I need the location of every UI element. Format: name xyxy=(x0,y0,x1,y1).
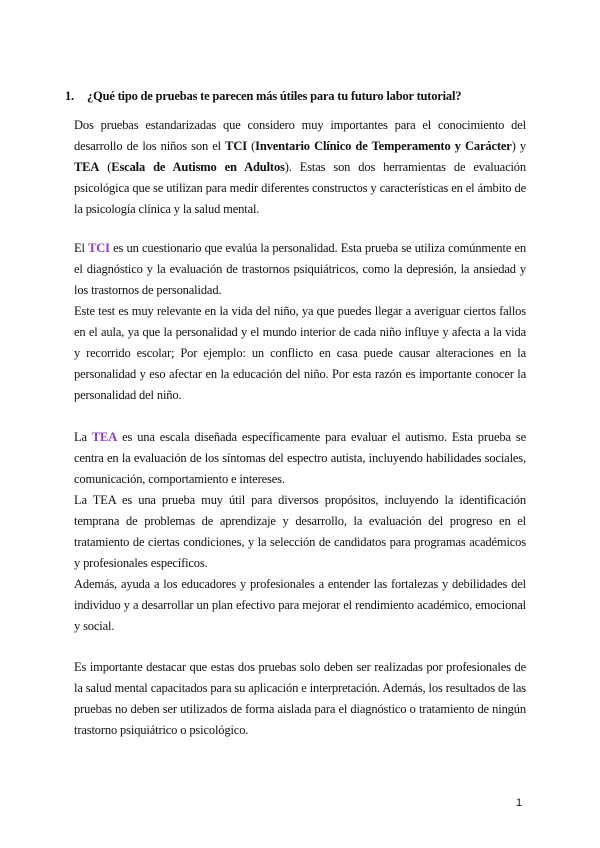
intro-text-4: ( xyxy=(99,160,112,174)
tea-highlight: TEA xyxy=(91,430,118,444)
question-heading xyxy=(65,89,535,104)
tci-highlight: TCI xyxy=(88,241,110,255)
question-number: 1. xyxy=(65,89,74,103)
intro-text-1: Dos pruebas estandarizadas que considero muy importantes para el conocimiento del desarrollo de los niños son el xyxy=(74,118,526,153)
page-number: 1 xyxy=(516,797,523,809)
tci-relevance-paragraph: Este test es muy relevante en la vida del niño, ya que puedes llegar a averiguar ciertos fallos en el aula, ya que la personalidad y el mundo interior de cada niño influye y afecta a la vida y recorrido escolar; Por ejemplo: un conflicto en casa puede causar alteraciones en la personalidad y eso afectar en la educación del niño. Por esta razón es importante conocer la personalidad del niño. xyxy=(74,304,526,402)
tea-pre: La xyxy=(74,430,92,444)
intro-paragraph xyxy=(74,115,526,220)
tci-paragraph xyxy=(74,238,526,301)
question-text: ¿Qué tipo de pruebas te parecen más útiles para tu futuro labor tutorial? xyxy=(87,89,462,103)
tea-term: TEA xyxy=(74,160,100,174)
tea-text: es una escala diseñada específicamente para evaluar el autismo. Esta prueba se centra en la evaluación de los síntomas del espectro autista, incluyendo habilidades sociales, comunicación, comportamiento e intereses. xyxy=(74,430,527,486)
tci-full-name: Inventario Clínico de Temperamento y Carácter xyxy=(255,139,512,153)
intro-text-3: ) y xyxy=(511,139,526,153)
tci-term: TCI xyxy=(225,139,247,153)
intro-text-5: ). Estas son dos herramientas de evaluación psicológica que se utilizan para medir diferentes constructos y características en el ámbito de la psicología clínica y la salud mental. xyxy=(74,160,526,216)
tci-pre: El xyxy=(74,241,89,255)
tea-usefulness-paragraph: La TEA es una prueba muy útil para diversos propósitos, incluyendo la identificación temprana de problemas de aprendizaje y desarrollo, la evaluación del progreso en el tratamiento de ciertas condiciones, y la selección de candidatos para programas académicos y profesionales específicos. xyxy=(74,493,526,570)
tci-text: es un cuestionario que evalúa la personalidad. Esta prueba se utiliza comúnmente en el diagnóstico y la evaluación de trastornos psiquiátricos, como la depresión, la ansiedad y los trastornos de personalidad. xyxy=(74,241,526,297)
tea-full-name: Escala de Autismo en Adultos xyxy=(111,160,285,174)
tea-paragraph xyxy=(74,427,526,490)
intro-text-2: ( xyxy=(246,139,256,153)
tea-educators-paragraph: Además, ayuda a los educadores y profesionales a entender las fortalezas y debilidades del individuo y a desarrollar un plan efectivo para mejorar el rendimiento académico, emocional y social. xyxy=(74,577,526,633)
closing-paragraph: Es importante destacar que estas dos pruebas solo deben ser realizadas por profesionales de la salud mental capacitados para su aplicación e interpretación. Además, los resultados de las pruebas no deben ser utilizados de forma aislada para el diagnóstico o tratamiento de ningún trastorno psiquiátrico o psicológico. xyxy=(74,660,526,737)
